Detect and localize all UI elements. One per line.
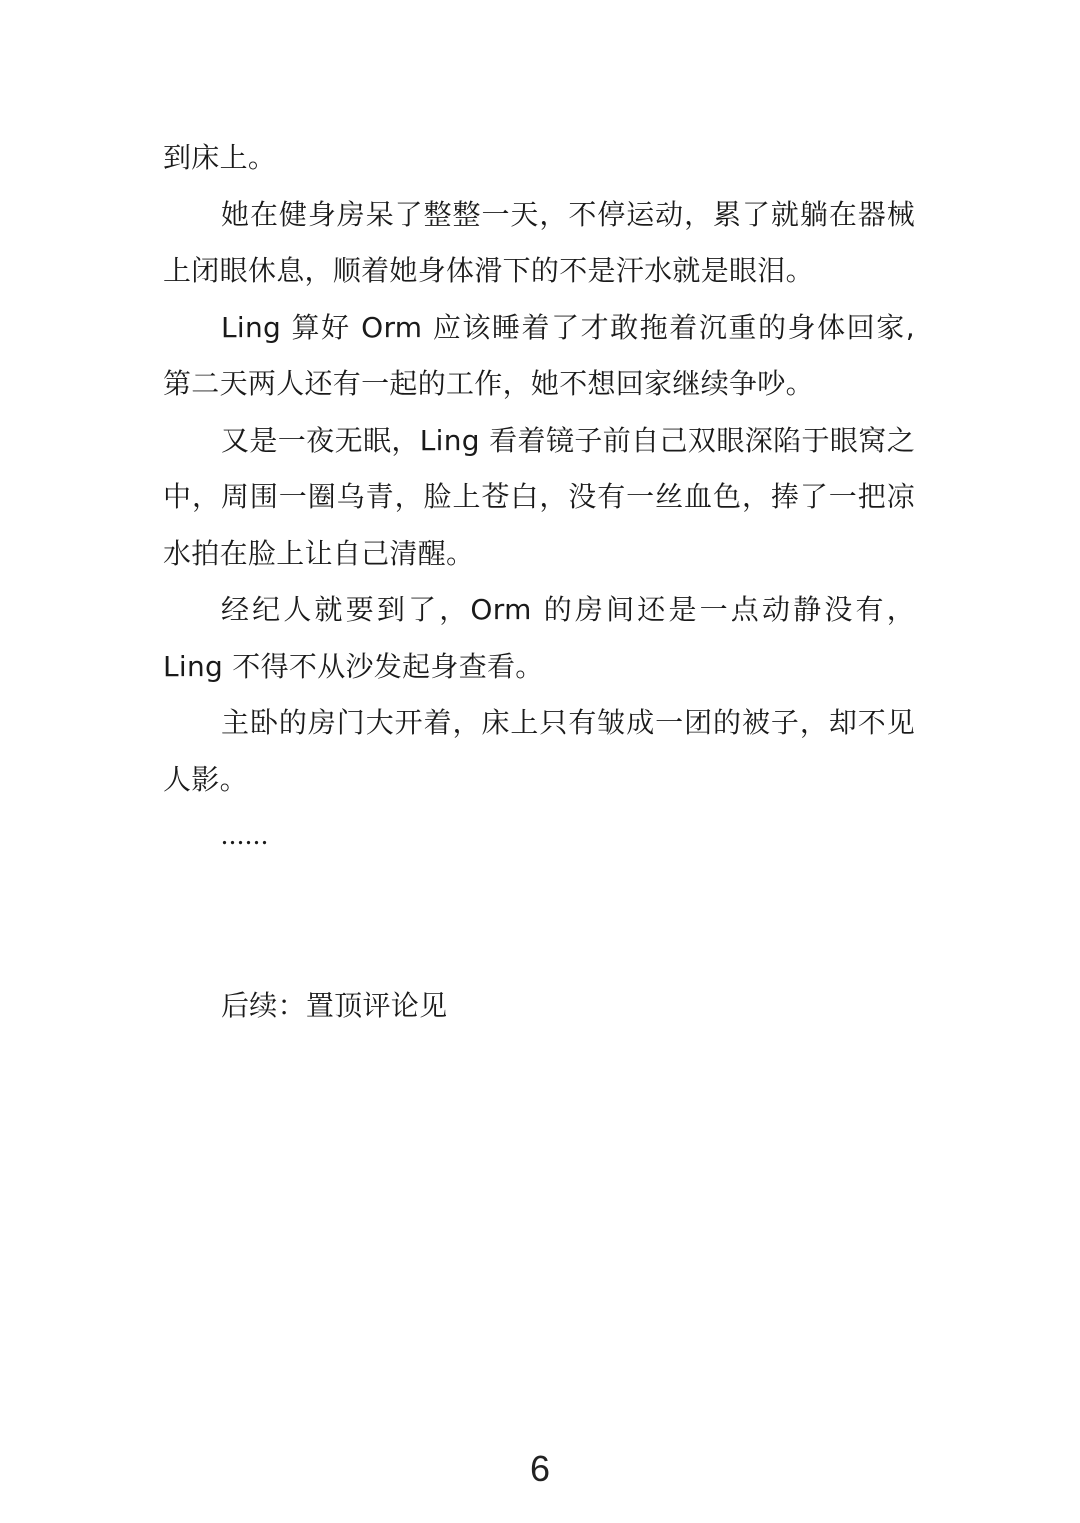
paragraph: 经纪人就要到了，Orm 的房间还是一点动静没有，Ling 不得不从沙发起身查看。	[163, 593, 915, 683]
paragraph: Ling 算好 Orm 应该睡着了才敢拖着沉重的身体回家,第二天两人还有一起的工作，她不想回家继续争吵。	[163, 310, 915, 400]
blank-space	[163, 865, 915, 978]
page-number: 6	[529, 1448, 551, 1489]
paragraph: 又是一夜无眠，Ling 看着镜子前自己双眼深陷于眼窝之中，周围一圈乌青，脸上苍白，没有一丝血色，捧了一把凉水拍在脸上让自己清醒。	[163, 423, 915, 570]
story-text	[163, 130, 915, 1034]
ellipsis: ......	[221, 820, 269, 851]
paragraph: 她在健身房呆了整整一天，不停运动，累了就躺在器械上闭眼休息，顺着她身体滑下的不是汗水就是眼泪。	[163, 197, 915, 287]
paragraph: 到床上。	[163, 141, 277, 174]
paragraph: 主卧的房门大开着，床上只有皱成一团的被子，却不见人影。	[163, 706, 915, 796]
afterword: 后续：置顶评论见	[221, 988, 448, 1022]
